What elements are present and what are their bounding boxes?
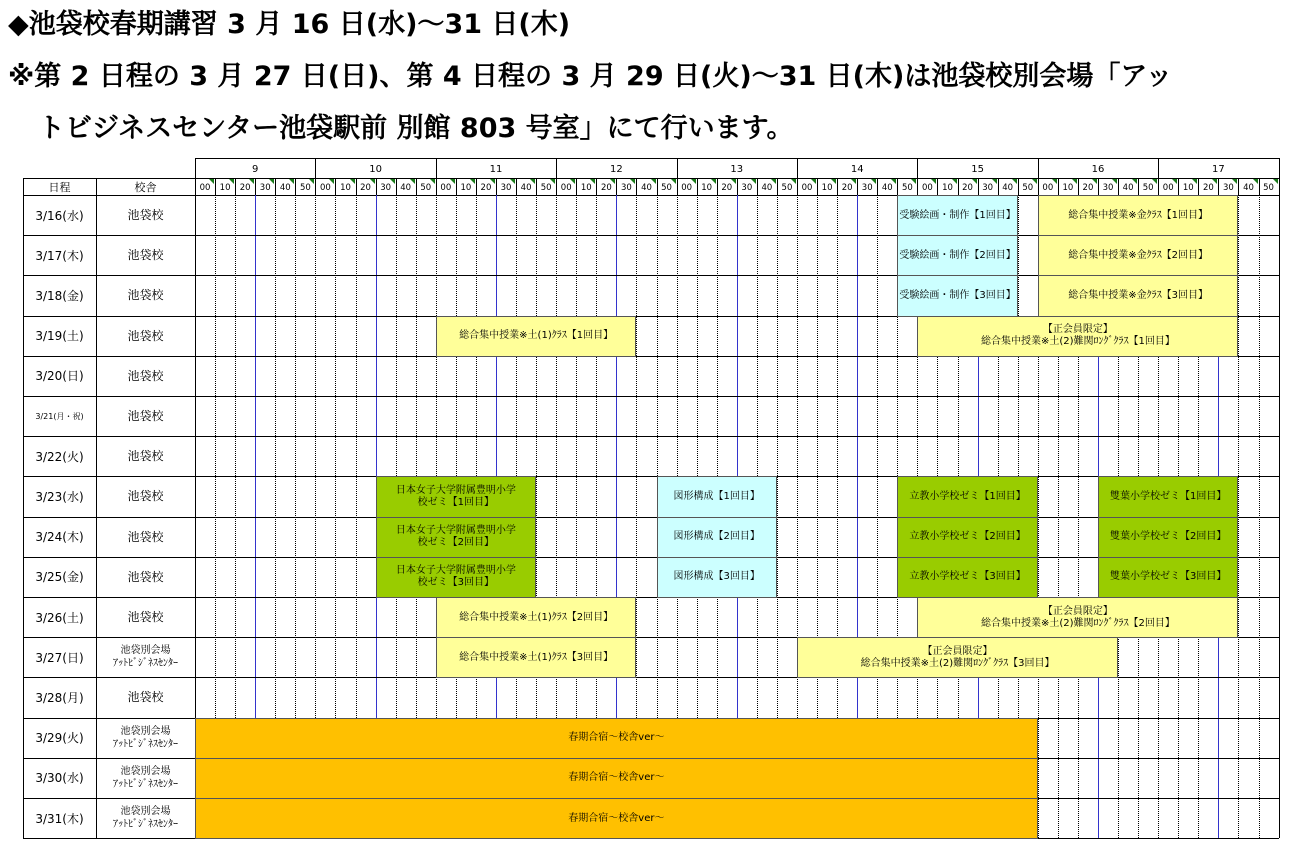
- minute-header-divider: [1218, 178, 1219, 195]
- minute-label: 30: [1102, 182, 1114, 193]
- minute-label: 40: [641, 182, 652, 193]
- row-school: 池袋校: [127, 208, 164, 223]
- minute-header-divider: [235, 178, 236, 195]
- slot-marker: [309, 179, 314, 184]
- row-school: 池袋校: [127, 368, 164, 383]
- minute-header-divider: [616, 178, 617, 195]
- schedule-event[interactable]: 受験絵画・制作【3回目】: [897, 275, 1017, 316]
- slot-marker: [992, 179, 997, 184]
- minute-header-divider: [717, 178, 718, 195]
- minute-label: 50: [420, 182, 432, 193]
- schedule-event[interactable]: 総合集中授業※金ｸﾗｽ【2回目】: [1038, 235, 1239, 276]
- minute-header-divider: [817, 178, 818, 195]
- minute-label: 40: [881, 182, 893, 193]
- schedule-event[interactable]: 総合集中授業※金ｸﾗｽ【3回目】: [1038, 275, 1239, 316]
- minute-header-divider: [536, 178, 537, 195]
- page-title: ◆池袋校春期講習 3 月 16 日(水)～31 日(木): [8, 9, 571, 40]
- minute-label: 50: [540, 182, 552, 193]
- schedule-event[interactable]: 図形構成【3回目】: [657, 557, 777, 598]
- slot-marker: [1152, 179, 1157, 184]
- minute-header-divider: [998, 178, 999, 195]
- minute-header-divider: [1018, 178, 1019, 195]
- slot-marker: [972, 179, 977, 184]
- schedule-event[interactable]: 図形構成【1回目】: [657, 476, 777, 517]
- slot-marker: [1273, 179, 1278, 184]
- slot-marker: [1112, 179, 1117, 184]
- slot-marker: [249, 179, 254, 184]
- slot-marker: [851, 179, 856, 184]
- minute-label: 20: [1082, 182, 1094, 193]
- minute-header-divider: [496, 178, 497, 195]
- minute-header-divider: [335, 178, 336, 195]
- venue-notice-line1: ※第 2 日程の 3 月 27 日(日)、第 4 日程の 3 月 29 日(火)～31 日(木)は池袋校別会場「アッ: [8, 61, 1173, 92]
- slot-marker: [911, 179, 916, 184]
- minute-label: 50: [901, 182, 913, 193]
- slot-marker: [831, 179, 836, 184]
- minute-header-divider: [797, 178, 798, 195]
- slot-marker: [1072, 179, 1077, 184]
- minute-header-divider: [897, 178, 898, 195]
- schedule-event[interactable]: 日本女子大学附属豊明小学 校ゼミ【3回目】: [376, 557, 537, 598]
- minute-header-divider: [978, 178, 979, 195]
- slot-marker: [269, 179, 274, 184]
- minute-label: 20: [962, 182, 973, 193]
- minute-header-divider: [1138, 178, 1139, 195]
- slot-marker: [1032, 179, 1037, 184]
- minute-header-divider: [416, 178, 417, 195]
- schedule-event[interactable]: 【正会員限定】 総合集中授業※土(2)難関ﾛﾝｸﾞｸﾗｽ【3回目】: [797, 637, 1118, 678]
- schedule-event[interactable]: 立教小学校ゼミ【1回目】: [897, 476, 1037, 517]
- slot-marker: [410, 179, 415, 184]
- schedule-event[interactable]: 春期合宿～校舎ver～: [195, 798, 1038, 839]
- hour-label: 9: [252, 163, 259, 175]
- minute-label: 00: [922, 182, 933, 193]
- schedule-event[interactable]: 図形構成【2回目】: [657, 517, 777, 558]
- schedule-event[interactable]: 雙葉小学校ゼミ【3回目】: [1098, 557, 1238, 598]
- minute-label: 50: [1142, 182, 1154, 193]
- minute-label: 20: [721, 182, 733, 193]
- row-school: 池袋校: [127, 248, 164, 263]
- row-border: [23, 476, 1279, 477]
- row-school: 池袋校: [127, 610, 164, 625]
- row-school: 池袋校: [127, 690, 164, 705]
- grid-right-border: [1279, 158, 1280, 838]
- slot-marker: [610, 179, 615, 184]
- minute-label: 00: [440, 182, 452, 193]
- slot-marker: [891, 179, 896, 184]
- slot-marker: [1012, 179, 1017, 184]
- minute-header-divider: [1058, 178, 1059, 195]
- minute-header-divider: [1078, 178, 1079, 195]
- minute-label: 40: [1002, 182, 1014, 193]
- slot-marker: [229, 179, 234, 184]
- slot-marker: [530, 179, 535, 184]
- header-date: 日程: [48, 180, 71, 194]
- row-school: 池袋校: [127, 529, 164, 544]
- minute-header-divider: [1118, 178, 1119, 195]
- row-date: 3/19(土): [35, 329, 84, 344]
- hour-label: 11: [489, 163, 503, 175]
- row-date: 3/18(金): [35, 288, 84, 303]
- row-school: 池袋校: [127, 569, 164, 584]
- row-school: 池袋別会場 ｱｯﾄﾋﾞｼﾞﾈｽｾﾝﾀｰ: [113, 765, 178, 790]
- minute-header-divider: [757, 178, 758, 195]
- row-school: 池袋校: [127, 328, 164, 343]
- minute-label: 00: [681, 182, 693, 193]
- row-date: 3/31(木): [35, 811, 84, 826]
- minute-header-divider: [737, 178, 738, 195]
- schedule-event[interactable]: 春期合宿～校舎ver～: [195, 718, 1038, 759]
- minute-label: 30: [1223, 182, 1234, 193]
- schedule-event[interactable]: 日本女子大学附属豊明小学 校ゼミ【2回目】: [376, 517, 537, 558]
- slot-marker: [1052, 179, 1057, 184]
- schedule-event[interactable]: 【正会員限定】 総合集中授業※土(2)難関ﾛﾝｸﾞｸﾗｽ【2回目】: [917, 597, 1238, 638]
- minute-header-divider: [1178, 178, 1179, 195]
- minute-label: 00: [320, 182, 331, 193]
- slot-marker: [550, 179, 555, 184]
- schedule-event[interactable]: 受験絵画・制作【2回目】: [897, 235, 1017, 276]
- row-date: 3/23(水): [35, 489, 84, 504]
- slot-marker: [952, 179, 957, 184]
- slot-marker: [430, 179, 435, 184]
- row-date: 3/17(木): [35, 248, 84, 263]
- hour-label: 10: [369, 163, 382, 175]
- schedule-event[interactable]: 総合集中授業※土(1)ｸﾗｽ【2回目】: [436, 597, 637, 638]
- minute-label: 40: [400, 182, 412, 193]
- slot-marker: [289, 179, 294, 184]
- slot-marker: [811, 179, 816, 184]
- slot-marker: [871, 179, 876, 184]
- slot-marker: [731, 179, 736, 184]
- slot-marker: [1092, 179, 1097, 184]
- slot-marker: [370, 179, 375, 184]
- minute-header-divider: [837, 178, 838, 195]
- slot-marker: [329, 179, 334, 184]
- row-border: [23, 396, 1279, 397]
- minute-header-divider: [215, 178, 216, 195]
- minute-header-divider: [516, 178, 517, 195]
- minute-label: 10: [821, 182, 833, 193]
- row-school: 池袋校: [127, 409, 164, 424]
- row-date: 3/26(土): [35, 610, 84, 625]
- row-date: 3/21(月・祝): [35, 411, 84, 421]
- minute-header-divider: [777, 178, 778, 195]
- slot-marker: [1232, 179, 1237, 184]
- minute-label: 50: [661, 182, 672, 193]
- schedule-event[interactable]: 総合集中授業※土(1)ｸﾗｽ【3回目】: [436, 637, 637, 678]
- row-school: 池袋校: [127, 288, 164, 303]
- hour-label: 13: [730, 163, 744, 175]
- minute-header-divider: [857, 178, 858, 195]
- slot-marker: [1253, 179, 1258, 184]
- minute-header-divider: [576, 178, 577, 195]
- minute-label: 50: [1263, 182, 1274, 193]
- minute-header-divider: [1238, 178, 1239, 195]
- schedule-event[interactable]: 立教小学校ゼミ【2回目】: [897, 517, 1037, 558]
- minute-header-divider: [1098, 178, 1099, 195]
- minute-label: 40: [1122, 182, 1134, 193]
- row-border: [23, 436, 1279, 437]
- slot-marker: [1212, 179, 1217, 184]
- row-school: 池袋別会場 ｱｯﾄﾋﾞｼﾞﾈｽｾﾝﾀｰ: [113, 725, 178, 750]
- minute-label: 30: [861, 182, 873, 193]
- hour-label: 15: [971, 163, 984, 175]
- minute-label: 10: [219, 182, 231, 193]
- slot-marker: [450, 179, 455, 184]
- minute-header-divider: [877, 178, 878, 195]
- minute-label: 10: [1182, 182, 1194, 193]
- minute-header-divider: [255, 178, 256, 195]
- slot-marker: [590, 179, 595, 184]
- slot-marker: [671, 179, 676, 184]
- row-school: 池袋校: [127, 489, 164, 504]
- slot-marker: [490, 179, 495, 184]
- minute-label: 10: [340, 182, 351, 193]
- slot-marker: [570, 179, 575, 184]
- slot-marker: [791, 179, 796, 184]
- minute-label: 50: [299, 182, 311, 193]
- row-school: 池袋別会場 ｱｯﾄﾋﾞｼﾞﾈｽｾﾝﾀｰ: [113, 806, 178, 831]
- minute-label: 10: [942, 182, 953, 193]
- venue-notice-line2: トビジネスセンター池袋駅前 別館 803 号室」にて行います。: [38, 113, 794, 144]
- minute-header-divider: [315, 178, 316, 195]
- grid-top-border: [195, 158, 1279, 159]
- slot-marker: [1132, 179, 1137, 184]
- row-date: 3/24(木): [35, 530, 84, 545]
- minute-label: 10: [580, 182, 592, 193]
- minute-header-divider: [937, 178, 938, 195]
- row-date: 3/29(火): [35, 731, 84, 746]
- minute-header-divider: [436, 178, 437, 195]
- minute-label: 50: [1022, 182, 1034, 193]
- minute-label: 20: [239, 182, 251, 193]
- minute-label: 00: [1162, 182, 1174, 193]
- minute-header-divider: [958, 178, 959, 195]
- slot-marker: [390, 179, 395, 184]
- schedule-event[interactable]: 【正会員限定】 総合集中授業※土(2)難関ﾛﾝｸﾞｸﾗｽ【1回目】: [917, 316, 1238, 357]
- minute-header-divider: [917, 178, 918, 195]
- slot-marker: [651, 179, 656, 184]
- minute-header-divider: [636, 178, 637, 195]
- minute-label: 20: [600, 182, 612, 193]
- slot-marker: [630, 179, 635, 184]
- slot-marker: [691, 179, 696, 184]
- header-school: 校舎: [134, 180, 157, 194]
- minute-label: 10: [460, 182, 472, 193]
- row-school: 池袋校: [127, 449, 164, 464]
- minute-label: 00: [1042, 182, 1054, 193]
- minute-label: 30: [982, 182, 994, 193]
- minute-label: 40: [520, 182, 532, 193]
- slot-marker: [771, 179, 776, 184]
- minute-label: 40: [761, 182, 773, 193]
- schedule-event[interactable]: 受験絵画・制作【1回目】: [897, 195, 1017, 236]
- minute-header-divider: [1038, 178, 1039, 195]
- minute-header-divider: [356, 178, 357, 195]
- minute-header-divider: [376, 178, 377, 195]
- row-date: 3/22(火): [35, 449, 84, 464]
- minute-header-divider: [1259, 178, 1260, 195]
- minute-label: 30: [621, 182, 632, 193]
- minute-label: 10: [701, 182, 713, 193]
- slot-marker: [1192, 179, 1197, 184]
- row-border: [23, 517, 1279, 518]
- minute-header-divider: [697, 178, 698, 195]
- slot-marker: [350, 179, 355, 184]
- row-date: 3/20(日): [35, 369, 84, 384]
- row-border: [23, 557, 1279, 558]
- slot-marker: [931, 179, 936, 184]
- schedule-event[interactable]: 立教小学校ゼミ【3回目】: [897, 557, 1037, 598]
- minute-header-divider: [295, 178, 296, 195]
- minute-label: 30: [259, 182, 271, 193]
- hour-label: 12: [610, 163, 623, 175]
- slot-marker: [510, 179, 515, 184]
- row-school: 池袋別会場 ｱｯﾄﾋﾞｼﾞﾈｽｾﾝﾀｰ: [113, 645, 178, 670]
- row-date: 3/30(水): [35, 771, 84, 786]
- row-date: 3/25(金): [35, 570, 84, 585]
- minute-label: 40: [1243, 182, 1254, 193]
- slot-marker: [470, 179, 475, 184]
- minute-label: 00: [560, 182, 572, 193]
- hour-label: 14: [850, 163, 864, 175]
- slot-marker: [1172, 179, 1177, 184]
- schedule-event[interactable]: 雙葉小学校ゼミ【1回目】: [1098, 476, 1238, 517]
- minute-header-divider: [657, 178, 658, 195]
- minute-label: 10: [1062, 182, 1074, 193]
- minute-header-divider: [456, 178, 457, 195]
- schedule-event[interactable]: 総合集中授業※土(1)ｸﾗｽ【1回目】: [436, 316, 637, 357]
- minute-header-divider: [396, 178, 397, 195]
- minute-header-divider: [275, 178, 276, 195]
- minute-header-divider: [596, 178, 597, 195]
- minute-label: 30: [500, 182, 512, 193]
- minute-label: 40: [279, 182, 291, 193]
- minute-label: 20: [360, 182, 371, 193]
- hour-label: 16: [1091, 163, 1105, 175]
- minute-label: 20: [1202, 182, 1214, 193]
- row-date: 3/16(水): [35, 208, 84, 223]
- minute-label: 50: [781, 182, 793, 193]
- minute-header-divider: [476, 178, 477, 195]
- schedule-event[interactable]: 春期合宿～校舎ver～: [195, 758, 1038, 799]
- schedule-event[interactable]: 日本女子大学附属豊明小学 校ゼミ【1回目】: [376, 476, 537, 517]
- minute-header-divider: [1198, 178, 1199, 195]
- slot-marker: [209, 179, 214, 184]
- row-date: 3/28(月): [35, 690, 84, 705]
- minute-label: 00: [199, 182, 211, 193]
- schedule-event[interactable]: 総合集中授業※金ｸﾗｽ【1回目】: [1038, 195, 1239, 236]
- minute-label: 20: [841, 182, 853, 193]
- minute-header-divider: [1158, 178, 1159, 195]
- minute-label: 00: [801, 182, 813, 193]
- hour-label: 17: [1212, 163, 1225, 175]
- row-date: 3/27(日): [35, 650, 84, 665]
- minute-label: 30: [380, 182, 392, 193]
- minute-header-divider: [556, 178, 557, 195]
- slot-marker: [751, 179, 756, 184]
- schedule-event[interactable]: 雙葉小学校ゼミ【2回目】: [1098, 517, 1238, 558]
- slot-marker: [711, 179, 716, 184]
- minute-label: 20: [480, 182, 492, 193]
- minute-header-divider: [677, 178, 678, 195]
- minute-label: 30: [741, 182, 753, 193]
